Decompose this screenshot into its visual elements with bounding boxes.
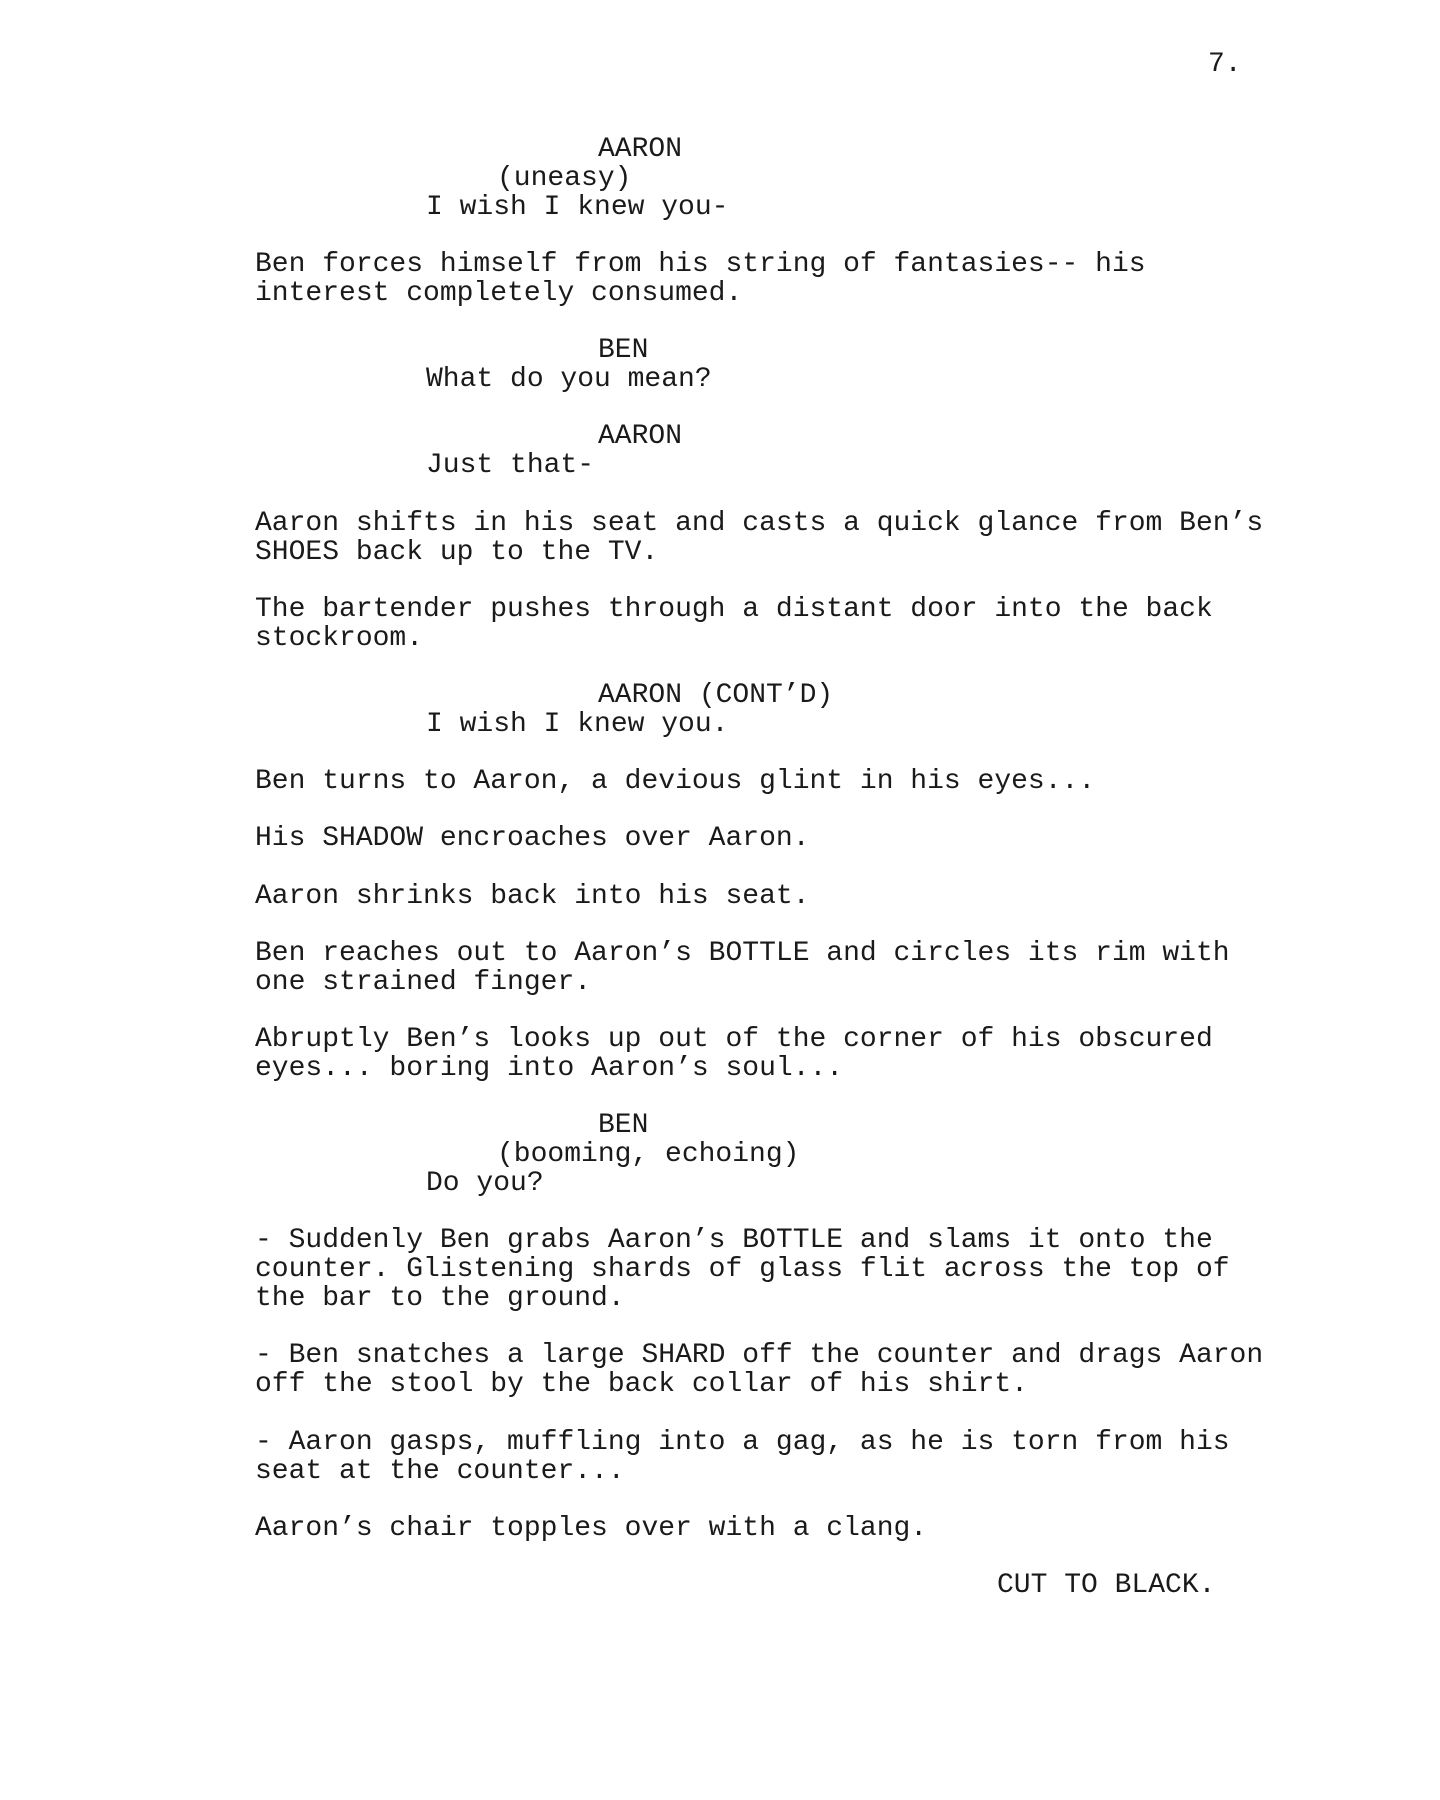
- action-line: the bar to the ground.: [255, 1283, 625, 1314]
- action-line: Ben forces himself from his string of fantasies-- his: [255, 249, 1146, 280]
- action-line: - Aaron gasps, muffling into a gag, as he is torn from his: [255, 1427, 1230, 1458]
- action-line: seat at the counter...: [255, 1456, 625, 1487]
- action-line: off the stool by the back collar of his shirt.: [255, 1369, 1028, 1400]
- parenthetical: (uneasy): [497, 163, 632, 194]
- action-line: interest completely consumed.: [255, 278, 743, 309]
- character-name: AARON (CONT’D): [598, 680, 834, 711]
- character-name: AARON: [598, 134, 683, 165]
- page-number: 7.: [1208, 49, 1242, 80]
- action-line: SHOES back up to the TV.: [255, 537, 659, 568]
- action-line: counter. Glistening shards of glass flit across the top of: [255, 1254, 1230, 1285]
- parenthetical: (booming, echoing): [497, 1139, 800, 1170]
- character-name: BEN: [598, 1110, 649, 1141]
- action-line: stockroom.: [255, 623, 424, 654]
- action-line: The bartender pushes through a distant door into the back: [255, 594, 1213, 625]
- transition: CUT TO BLACK.: [997, 1570, 1216, 1601]
- dialogue-line: I wish I knew you-: [426, 192, 729, 223]
- action-line: Aaron’s chair topples over with a clang.: [255, 1513, 928, 1544]
- dialogue-line: What do you mean?: [426, 364, 712, 395]
- character-name: AARON: [598, 421, 683, 452]
- character-name: BEN: [598, 335, 649, 366]
- action-line: eyes... boring into Aaron’s soul...: [255, 1053, 844, 1084]
- dialogue-line: Just that-: [426, 450, 595, 481]
- action-line: - Suddenly Ben grabs Aaron’s BOTTLE and slams it onto the: [255, 1225, 1213, 1256]
- action-line: Ben turns to Aaron, a devious glint in his eyes...: [255, 766, 1096, 797]
- action-line: - Ben snatches a large SHARD off the counter and drags Aaron: [255, 1340, 1264, 1371]
- dialogue-line: I wish I knew you.: [426, 709, 729, 740]
- action-line: Abruptly Ben’s looks up out of the corner of his obscured: [255, 1024, 1213, 1055]
- action-line: Aaron shifts in his seat and casts a quick glance from Ben’s: [255, 508, 1264, 539]
- dialogue-line: Do you?: [426, 1168, 544, 1199]
- action-line: Aaron shrinks back into his seat.: [255, 881, 810, 912]
- action-line: one strained finger.: [255, 967, 592, 998]
- action-line: His SHADOW encroaches over Aaron.: [255, 823, 810, 854]
- action-line: Ben reaches out to Aaron’s BOTTLE and circles its rim with: [255, 938, 1230, 969]
